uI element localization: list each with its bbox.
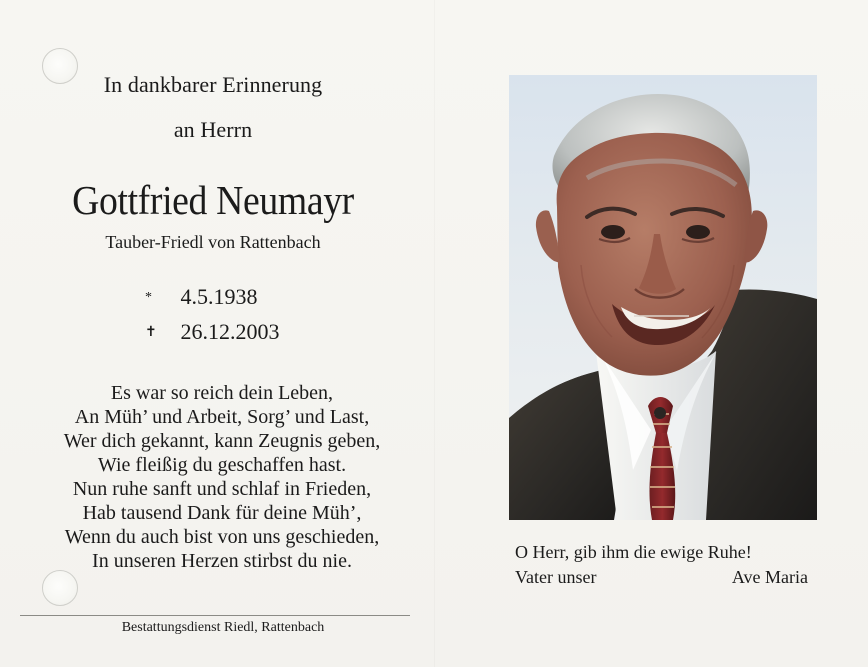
deceased-name: Gottfried Neumayr bbox=[72, 177, 354, 223]
funeral-service-divider bbox=[20, 615, 410, 616]
prayer-line: O Herr, gib ihm die ewige Ruhe! bbox=[515, 542, 752, 562]
poem-line: Hab tausend Dank für deine Müh’, bbox=[82, 502, 362, 524]
funeral-service-credit: Bestattungsdienst Riedl, Rattenbach bbox=[121, 620, 325, 635]
poem-line: Wie fleißig du geschaffen hast. bbox=[97, 454, 347, 476]
poem-line: An Müh’ und Arbeit, Sorg’ und Last, bbox=[74, 406, 370, 428]
card-fold-line bbox=[434, 0, 435, 667]
death-date: 26.12.2003 bbox=[180, 319, 280, 344]
poem-line: Wer dich gekannt, kann Zeugnis geben, bbox=[63, 430, 381, 452]
portrait-illustration bbox=[509, 75, 817, 520]
birth-date: 4.5.1938 bbox=[180, 284, 258, 309]
poem-line: Es war so reich dein Leben, bbox=[110, 382, 334, 404]
prayer-right: Ave Maria bbox=[731, 567, 808, 587]
deceased-nickname: Tauber-Friedl von Rattenbach bbox=[105, 232, 321, 252]
memorial-intro-line1: In dankbarer Erinnerung bbox=[103, 72, 323, 97]
death-cross-icon: ✝ bbox=[145, 325, 157, 340]
birth-date-row bbox=[145, 286, 345, 308]
birth-star-icon: * bbox=[145, 290, 152, 305]
deceased-portrait bbox=[509, 75, 817, 520]
prayer-left: Vater unser bbox=[515, 567, 597, 587]
memorial-poem bbox=[12, 381, 432, 573]
poem-line: Nun ruhe sanft und schlaf in Frieden, bbox=[72, 478, 372, 500]
poem-line: In unseren Herzen stirbst du nie. bbox=[92, 550, 352, 572]
poem-line: Wenn du auch bist von uns geschieden, bbox=[64, 526, 380, 548]
memorial-intro-line2: an Herrn bbox=[173, 117, 253, 142]
death-date-row bbox=[145, 321, 345, 343]
punch-hole-bottom bbox=[42, 570, 78, 606]
